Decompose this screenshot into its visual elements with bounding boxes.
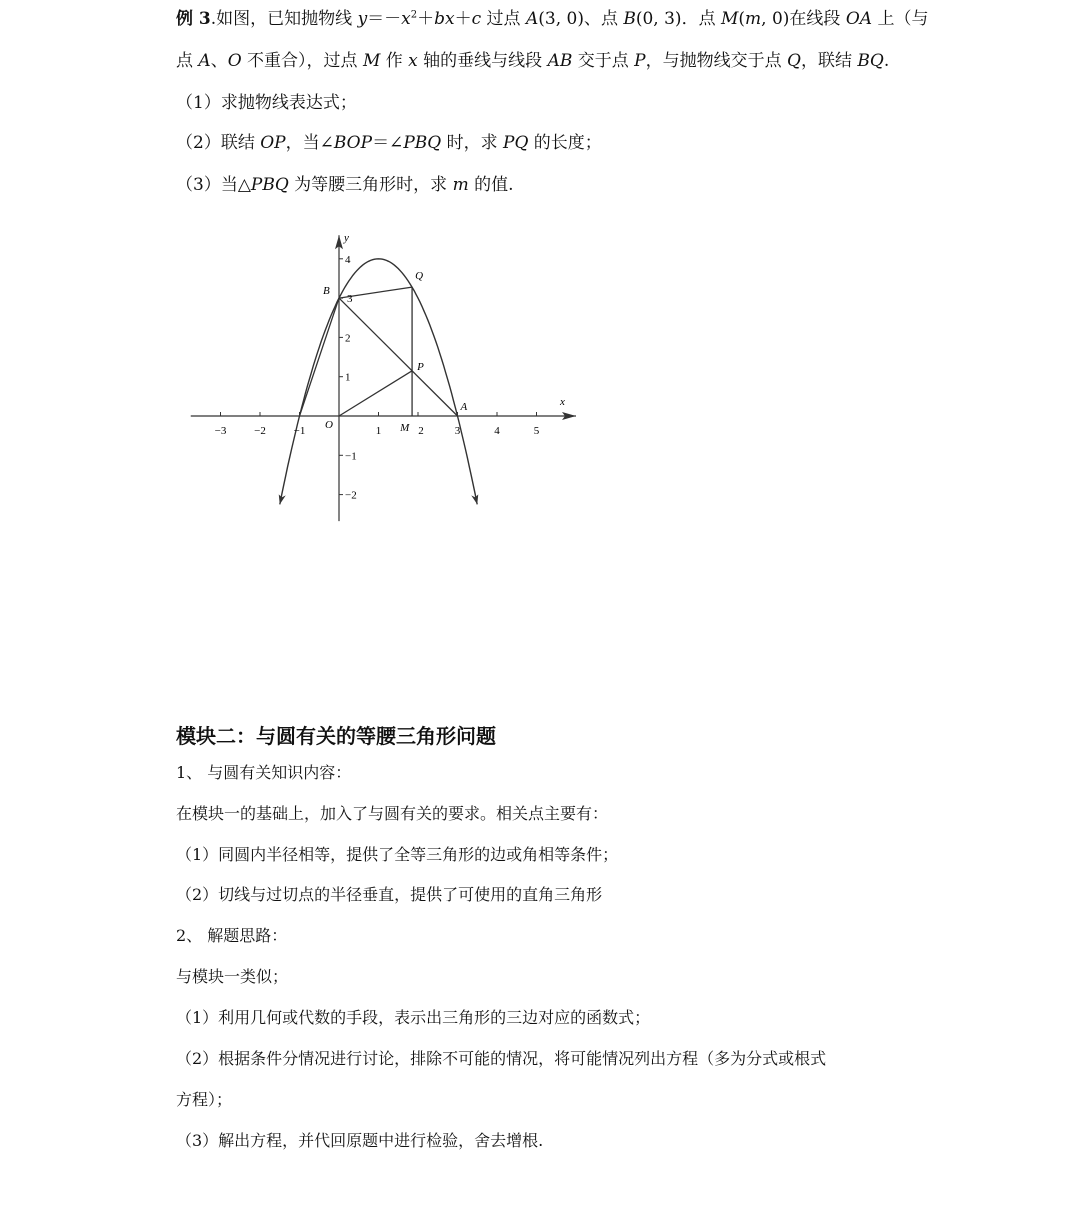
point-label-P: P bbox=[417, 360, 424, 373]
section-1-intro: 在模块一的基础上，加入了与圆有关的要求。相关点主要有： bbox=[176, 804, 609, 823]
parabola-curve bbox=[280, 259, 477, 505]
example-line-2: 点 A、O 不重合），过点 M 作 x 轴的垂线与线段 AB 交于点 P，与抛物线交于点 Q，联结 BQ. bbox=[176, 51, 890, 71]
y-tick-label: −2 bbox=[345, 489, 357, 502]
module-2-title: 模块二：与圆有关的等腰三角形问题 bbox=[176, 724, 496, 748]
section-2-point-2a: （2）根据条件分情况进行讨论，排除不可能的情况，将可能情况列出方程（多为分式或根式 bbox=[176, 1049, 827, 1068]
example-label: 例 3 bbox=[176, 9, 211, 29]
x-axis-label: x bbox=[560, 396, 565, 408]
x-tick-label: 3 bbox=[454, 425, 461, 437]
x-tick-label: 2 bbox=[418, 425, 424, 437]
example-line-1: 例 3.如图，已知抛物线 $y=-x^2+bx+c$ 过点 A(3, 0)、点 B(0, 3)．点 M(m, 0)在线段 OA 上（与 bbox=[176, 9, 929, 29]
section-1-point-1: （1）同圆内半径相等，提供了全等三角形的边或角相等条件； bbox=[176, 845, 619, 864]
section-1-point-2: （2）切线与过切点的半径垂直，提供了可使用的直角三角形 bbox=[176, 885, 603, 904]
question-2: （2）联结 OP，当∠BOP＝∠PBQ 时，求 PQ 的长度； bbox=[176, 133, 602, 153]
question-3: （3）当△PBQ 为等腰三角形时，求 m 的值. bbox=[176, 175, 514, 195]
point-label-Q: Q bbox=[415, 270, 424, 283]
point-label-B: B bbox=[323, 285, 330, 298]
x-tick-label: −3 bbox=[214, 425, 227, 437]
segment-B-(-1,0) bbox=[300, 298, 340, 416]
section-1-heading: 1、 与圆有关知识内容： bbox=[176, 763, 352, 782]
x-tick-label: −2 bbox=[254, 425, 266, 437]
y-tick-label: 2 bbox=[345, 332, 351, 345]
y-tick-label: 3 bbox=[347, 293, 353, 306]
point-label-A: A bbox=[460, 401, 468, 413]
x-tick-label: −1 bbox=[293, 425, 306, 437]
section-2-heading: 2、 解题思路： bbox=[176, 926, 288, 945]
y-axis-label: y bbox=[344, 232, 349, 245]
origin-label: O bbox=[325, 419, 333, 431]
parabola-figure bbox=[0, 0, 1080, 560]
x-tick-label: 1 bbox=[375, 425, 382, 437]
section-2-point-2b: 方程）； bbox=[176, 1090, 233, 1109]
section-2-point-1: （1）利用几何或代数的手段，表示出三角形的三边对应的函数式； bbox=[176, 1008, 651, 1027]
segment-B-A bbox=[339, 298, 458, 416]
x-tick-label: 4 bbox=[494, 425, 500, 437]
y-tick-label: 4 bbox=[345, 253, 351, 266]
section-2-intro: 与模块一类似； bbox=[176, 967, 289, 986]
y-tick-label: −1 bbox=[345, 450, 357, 463]
curve-arrow-right bbox=[471, 494, 478, 504]
point-label-M: M bbox=[400, 422, 410, 434]
section-2-point-3: （3）解出方程，并代回原题中进行检验，舍去增根. bbox=[176, 1131, 544, 1150]
question-1: （1）求抛物线表达式； bbox=[176, 93, 357, 113]
x-tick-label: 5 bbox=[533, 425, 540, 437]
curve-arrow-left bbox=[279, 494, 286, 504]
y-tick-label: 1 bbox=[345, 371, 351, 384]
